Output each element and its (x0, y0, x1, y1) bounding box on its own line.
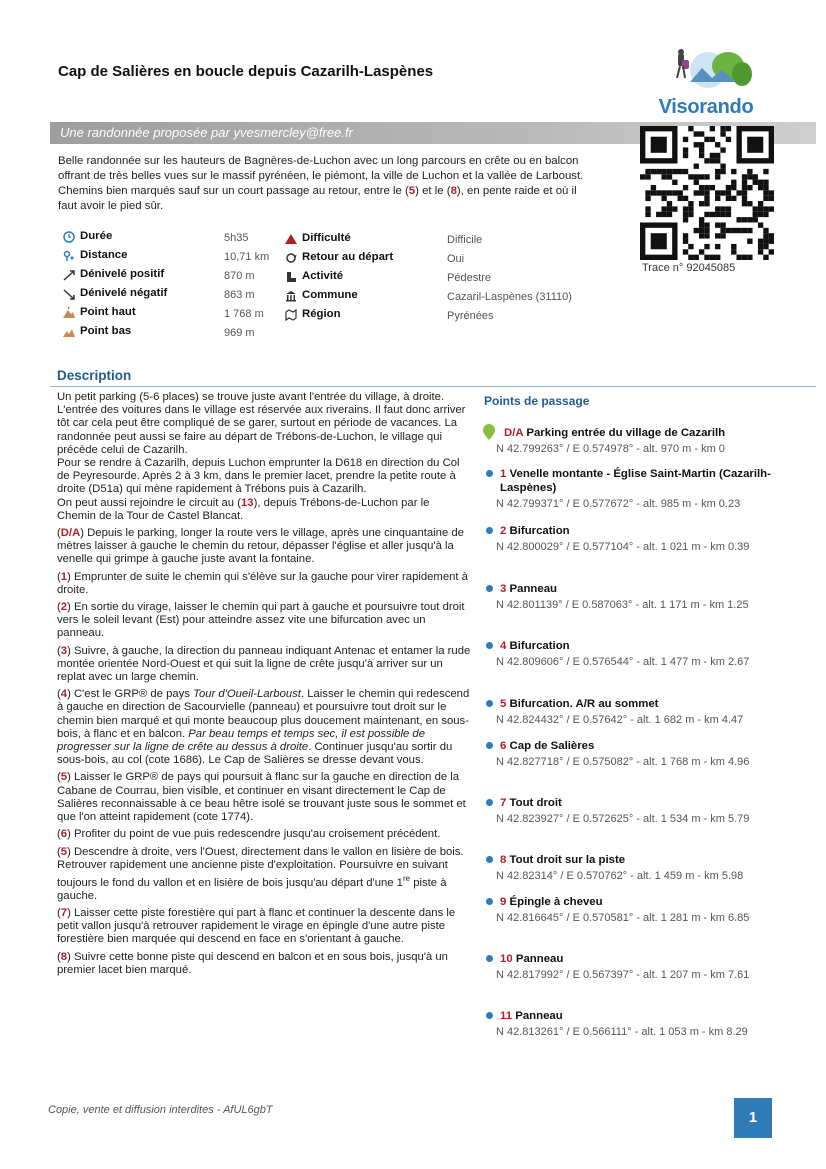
hiker-logo-icon (650, 48, 762, 98)
waypoint-item (486, 639, 786, 669)
description-text: piste à gauche. (57, 876, 447, 902)
fact-value: Oui (447, 253, 465, 265)
intro-ref: 5 (408, 185, 416, 197)
waypoint-name: Épingle à cheveu (509, 896, 603, 908)
fact-value: 10,71 km (224, 251, 270, 263)
waypoint-name: Panneau (509, 583, 557, 595)
waypoint-coordinates: N 42.799371° / E 0.577672° - alt. 985 m - km 0.23 (496, 498, 741, 510)
step-ref: 6 (60, 828, 68, 841)
fact-value: Cazaril-Laspènes (31110) (447, 291, 572, 303)
step-ref: 5 (60, 771, 68, 784)
description-text: Depuis le parking, longer la route vers le village, après une cinquantaine de mètres laisser à gauche le chemin du retour, dépasser l'église et aller jusqu'à la venelle qui grimpe à gauche juste avant la fontaine. (57, 527, 464, 566)
lowpoint-icon (62, 326, 76, 340)
visorando-logo (650, 48, 762, 120)
fact-value: 863 m (224, 289, 255, 301)
copyright-footer: Copie, vente et diffusion interdites - AfUL6gbT (48, 1104, 273, 1116)
description-text: On peut aussi rejoindre le circuit au ( (57, 496, 241, 509)
step-ref: 1 (60, 570, 68, 583)
ascent-icon (62, 269, 76, 283)
boot-icon (284, 271, 298, 285)
description-text: Laisser le GRP® de pays qui poursuit à flanc sur la gauche en direction de la Cabane de Courrau, bien visible, et continuer en visant directement le Cap de Salières reconnaissable à ce beau hêtre isolé se trouvant juste sous le sommet et que l'on atteint rapidement (cote 1774). (57, 771, 466, 824)
waypoint-number: 8 (500, 854, 507, 866)
description-paragraph (57, 457, 471, 497)
waypoint-item (486, 796, 786, 826)
fact-label: Distance (80, 249, 128, 261)
waypoint-dot-icon (486, 700, 493, 707)
waypoint-number: 6 (500, 740, 507, 752)
waypoint-name: Panneau (515, 953, 564, 965)
fact-value: 870 m (224, 270, 255, 282)
waypoint-number: 7 (500, 797, 507, 809)
description-body (57, 391, 471, 981)
waypoint-item (486, 467, 786, 511)
step-paragraph: (5) Descendre à droite, vers l'Ouest, directement dans le vallon en lisière de bois. Retrouver rapidement une ancienne piste d'exploitation. Poursuivre en suivant toujours le fond du vallon et en lisière de bois jusqu'au départ d'une 1re piste à gauche. (57, 845, 464, 902)
waypoint-header (486, 697, 786, 711)
qr-code (640, 126, 774, 260)
loop-icon (284, 252, 298, 266)
waypoint-header (486, 467, 786, 495)
waypoint-dot-icon (486, 742, 493, 749)
step-paragraph: (6) Profiter du point de vue puis redescendre jusqu'au croisement précédent. (57, 828, 441, 841)
waypoint-name: Parking entrée du village de Cazarilh (526, 427, 726, 439)
step-paragraph: (2) En sortie du virage, laisser le chemin qui part à gauche et poursuivre tout droit vers le soleil levant (Est) pour atteindre assez vite une bifurcation avec un panneau. (57, 601, 465, 640)
waypoint-item (486, 895, 786, 925)
step-ref: 4 (60, 688, 68, 701)
waypoint-number: 10 (500, 953, 513, 965)
waypoint-number: 1 (500, 468, 507, 480)
waypoint-number: 11 (500, 1010, 513, 1022)
step-paragraph: (8) Suivre cette bonne piste qui descend en balcon et en sous bois, jusqu'à un premier lacet bien marqué. (57, 950, 448, 976)
waypoint-header (486, 796, 786, 810)
intro-text: ) et le ( (415, 185, 451, 197)
waypoint-coordinates: N 42.800029° / E 0.577104° - alt. 1 021 m - km 0.39 (496, 541, 750, 553)
description-text: ), depuis Trébons-de-Luchon par le Chemin de la Tour de Castel Blancat. (57, 496, 430, 522)
waypoint-name: Bifurcation (509, 525, 570, 537)
waypoint-item (486, 524, 786, 554)
description-text: Laisser cette piste forestière qui part à flanc et continuer la descente dans le petit vallon jusqu'à retrouver rapidement le virage en épingle d'une autre piste forestière bien marquée qui descend en face en s'orientant à gauche. (57, 907, 456, 946)
difficulty-icon (284, 233, 298, 247)
waypoint-number: 4 (500, 640, 507, 652)
fact-label: Retour au départ (302, 251, 394, 263)
intro-text: ), en pente raide et où il faut avoir le pied sûr. (58, 185, 577, 212)
step-paragraph: (D/A) Depuis le parking, longer la route vers le village, après une cinquantaine de mètres laisser à gauche le chemin du retour, dépasser l'église et aller jusqu'à la venelle qui grimpe à gauche juste avant la fontaine. (57, 527, 464, 566)
description-paragraph (57, 391, 471, 457)
waypoint-dot-icon (486, 955, 493, 962)
fact-label: Région (302, 308, 341, 320)
fact-value: Difficile (447, 234, 483, 246)
step-paragraph: (7) Laisser cette piste forestière qui part à flanc et continuer la descente dans le petit vallon jusqu'à retrouver rapidement le virage en épingle d'une autre piste forestière bien marquée qui descend en face en s'orientant à gauche. (57, 907, 456, 946)
fact-label: Difficulté (302, 232, 351, 244)
waypoint-name: Tout droit sur la piste (509, 854, 626, 866)
description-text: . Laisser le chemin qui redescend à gauche en direction de Sacourvielle (panneau) et poursuivre tout droit sur le chemin bien marqué et qui monte beaucoup plus doucement maintenant, en sous-bois, à flanc et en balcon. (57, 688, 470, 740)
waypoint-number: 3 (500, 583, 507, 595)
step-paragraph: (3) Suivre, à gauche, la direction du panneau indiquant Antenac et entamer la rude montée orientée Nord-Ouest et qui suit la ligne de crête jusqu'à arriver sur un replat avec un large chemin. (57, 644, 471, 684)
description-paragraph (57, 497, 471, 523)
waypoint-coordinates: N 42.82314° / E 0.570762° - alt. 1 459 m - km 5.98 (496, 870, 744, 882)
distance-pin-icon (62, 250, 76, 264)
description-text: C'est le GRP® de pays (70, 688, 194, 701)
page-number: 1 (734, 1098, 772, 1138)
intro-text: Belle randonnée sur les hauteurs de Bagnères-de-Luchon avec un long parcours en crête ou en balcon offrant de très belles vues sur le massif pyrénéen, le piémont, la ville de Luchon et la vallée de Larboust. Chemins bien marqués sauf sur un court passage au retour, entre le ( (58, 155, 584, 197)
descent-icon (62, 288, 76, 302)
fact-label: Dénivelé positif (80, 268, 165, 280)
waypoint-header (486, 895, 786, 909)
section-divider (50, 386, 816, 387)
superscript: re (402, 873, 411, 883)
description-text: Suivre cette bonne piste qui descend en balcon et en sous bois, jusqu'à un premier lacet bien marqué. (57, 950, 448, 976)
description-title: Description (57, 368, 132, 383)
waypoint-number: 9 (500, 896, 507, 908)
waypoint-name: Cap de Salières (509, 740, 595, 752)
region-map-icon (284, 309, 298, 323)
waypoint-dot-icon (486, 1012, 493, 1019)
waypoint-coordinates: N 42.817992° / E 0.567397° - alt. 1 207 m - km 7.61 (496, 969, 750, 981)
waypoint-coordinates: N 42.809606° / E 0.576544° - alt. 1 477 m - km 2.67 (496, 656, 750, 668)
step-ref: 7 (60, 907, 68, 920)
waypoint-dot-icon (486, 898, 493, 905)
waypoint-dot-icon (486, 470, 493, 477)
waypoint-item (486, 697, 786, 727)
waypoint-coordinates: N 42.801139° / E 0.587063° - alt. 1 171 m - km 1.25 (496, 599, 749, 611)
waypoint-header (486, 952, 786, 966)
step-ref: 3 (60, 644, 68, 657)
waypoint-coordinates: N 42.799263° / E 0.574978° - alt. 970 m - km 0 (496, 443, 725, 455)
waypoint-name: Panneau (515, 1010, 563, 1022)
qr-code-icon (640, 126, 774, 260)
description-text: Emprunter de suite le chemin qui s'élève sur la gauche pour virer rapidement à droite. (57, 570, 468, 596)
waypoint-item (486, 853, 786, 883)
fact-label: Point bas (80, 325, 132, 337)
fact-label: Dénivelé négatif (80, 287, 168, 299)
step-paragraph: (5) Laisser le GRP® de pays qui poursuit à flanc sur la gauche en direction de la Cabane de Courrau, bien visible, et continuer en visant directement le Cap de Salières reconnaissable à ce beau hêtre isolé se trouvant juste sous le sommet et que l'on atteint rapidement (cote 1774). (57, 771, 466, 824)
waypoint-name: Venelle montante - Église Saint-Martin (Cazarilh-Laspènes) (500, 468, 771, 494)
town-hall-icon (284, 290, 298, 304)
fact-label: Commune (302, 289, 358, 301)
step-ref: 13 (240, 496, 254, 509)
waypoint-coordinates: N 42.816645° / E 0.570581° - alt. 1 281 m - km 6.85 (496, 912, 750, 924)
waypoint-header (486, 739, 786, 753)
fact-label: Point haut (80, 306, 136, 318)
intro-ref: 8 (450, 185, 457, 197)
description-text: Par beau temps et temps sec, il est possible de progresser sur la ligne de crête au dessus à droite (57, 727, 425, 754)
waypoint-header (486, 524, 786, 538)
waypoint-coordinates: N 42.824432° / E 0.57642° - alt. 1 682 m - km 4.47 (496, 714, 744, 726)
logo-text: Visorando (658, 96, 754, 118)
waypoint-header (486, 426, 786, 440)
description-text: Un petit parking (5-6 places) se trouve juste avant l'entrée du village, à droite. L'entrée des voitures dans le village est réservée aux riverains. Il faut donc arriver tôt car cela peut être compliqué de se garer, surtout en période de vacances. La randonnée peut aussi se faire au départ de Trébons-de-Luchon, le village qui précède celui de Cazarilh. (57, 391, 466, 456)
waypoint-dot-icon (486, 585, 493, 592)
step-ref: 5 (60, 845, 68, 858)
step-ref: D/A (60, 527, 81, 540)
waypoint-coordinates: N 42.813261° / E 0.566111° - alt. 1 053 m - km 8.29 (496, 1026, 748, 1038)
waypoint-coordinates: N 42.827718° / E 0.575082° - alt. 1 768 m - km 4.96 (496, 756, 750, 768)
fact-value: 969 m (224, 327, 255, 339)
waypoint-dot-icon (486, 856, 493, 863)
description-text: Profiter du point de vue puis redescendre jusqu'au croisement précédent. (70, 828, 441, 841)
intro-paragraph (58, 154, 588, 214)
summit-icon (62, 307, 76, 321)
step-paragraph: (4) C'est le GRP® de pays Tour d'Oueil-Larboust. Laisser le chemin qui redescend à gauche en direction de Sacourvielle (panneau) et poursuivre tout droit sur le chemin bien marqué et qui monte beaucoup plus doucement maintenant, en sous-bois, à flanc et en balcon. Par beau temps et temps sec, il est possible de progresser sur la ligne de crête au dessus à droite. Continuer jusqu'au sortir du sous-bois, au col (cote 1686). Le Cap de Salières se dresse devant vous. (57, 688, 470, 767)
waypoint-number: 2 (500, 525, 507, 537)
waypoint-header (486, 1009, 786, 1023)
description-text: Descendre à droite, vers l'Ouest, directement dans le vallon en lisière de bois. Retrouver rapidement une ancienne piste d'exploitation. Poursuivre en suivant toujours le fond du vallon et en lisière de bois jusqu'au départ d'une 1 (57, 845, 464, 889)
waypoints-title: Points de passage (484, 394, 590, 408)
step-ref: 8 (60, 950, 68, 963)
step-ref: 2 (60, 601, 68, 614)
fact-value: 1 768 m (224, 308, 264, 320)
waypoint-item (486, 1009, 786, 1039)
waypoint-item (486, 952, 786, 982)
description-text: Tour d'Oueil-Larboust (193, 688, 301, 701)
description-text: En sortie du virage, laisser le chemin qui part à gauche et poursuivre tout droit vers le soleil levant (Est) pour atteindre assez vite une bifurcation avec un panneau. (57, 601, 465, 640)
waypoint-dot-icon (486, 527, 493, 534)
waypoint-dot-icon (486, 799, 493, 806)
waypoint-dot-icon (486, 642, 493, 649)
waypoint-number: 5 (500, 698, 507, 710)
trace-number: Trace n° 92045085 (642, 262, 736, 274)
description-text: Suivre, à gauche, la direction du panneau indiquant Antenac et entamer la rude montée orientée Nord-Ouest et qui suit la ligne de crête jusqu'à arriver sur un replat avec un large chemin. (57, 644, 471, 684)
description-text: . Continuer jusqu'au sortir du sous-bois, au col (cote 1686). Le Cap de Salières se dresse devant vous. (57, 741, 453, 767)
waypoint-header (486, 853, 786, 867)
author-banner-text: Une randonnée proposée par yvesmercley@free.fr (60, 125, 353, 140)
waypoint-name: Bifurcation. A/R au sommet (509, 698, 659, 710)
fact-value: Pédestre (447, 272, 492, 284)
waypoint-name: Tout droit (509, 797, 562, 809)
fact-value: Pyrénées (447, 310, 494, 322)
waypoint-coordinates: N 42.823927° / E 0.572625° - alt. 1 534 m - km 5.79 (496, 813, 750, 825)
waypoint-name: Bifurcation (509, 640, 570, 652)
waypoint-item (486, 739, 786, 769)
page-title: Cap de Salières en boucle depuis Cazarilh-Laspènes (58, 63, 434, 80)
waypoint-item (486, 426, 786, 456)
fact-value: 5h35 (224, 232, 249, 244)
fact-label: Durée (80, 230, 113, 242)
fact-label: Activité (302, 270, 344, 282)
waypoint-header (486, 582, 786, 596)
waypoint-number: D/A (504, 427, 524, 439)
description-text: Pour se rendre à Cazarilh, depuis Luchon emprunter la D618 en direction du Col de Peyresourde. Après 2 à 3 km, dans le premier lacet, prendre la petite route à droite (D51a) qui mène rapidement à Trébons puis à Cazarilh. (57, 457, 460, 496)
waypoint-header (486, 639, 786, 653)
step-paragraph: (1) Emprunter de suite le chemin qui s'élève sur la gauche pour virer rapidement à droite. (57, 570, 468, 596)
waypoint-item (486, 582, 786, 612)
start-pin-icon (483, 424, 495, 440)
clock-icon (62, 231, 76, 245)
